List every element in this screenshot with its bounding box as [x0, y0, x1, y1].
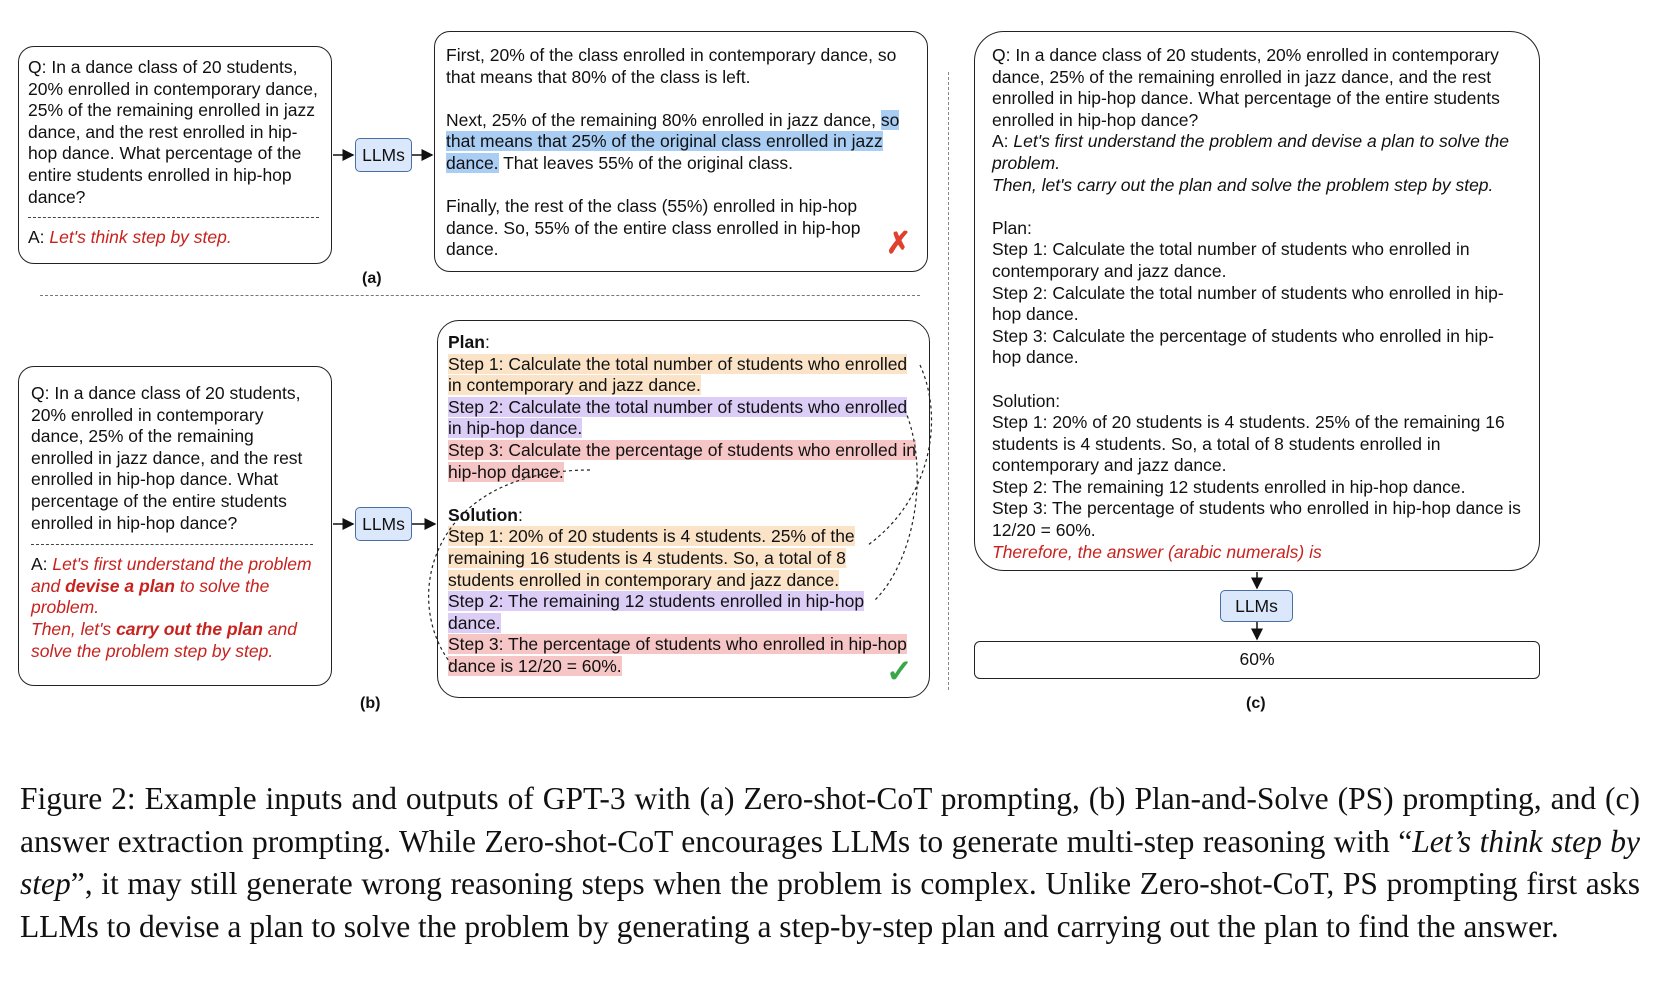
panel-b-llm-node: LLMs — [355, 507, 412, 541]
panel-b-solution-heading: Solution: — [448, 504, 523, 525]
caption-part-2: ”, it may still generate wrong reasoning steps when the problem is complex. Unlike Zero-shot-CoT, PS prompting first asks LLMs to devise a plan to solve the problem by generating a step-by-step plan and carrying out the plan to find the answer. — [20, 866, 1640, 944]
panel-c-input-box — [974, 31, 1540, 571]
panel-b-solution-step-1-text: Step 1: 20% of 20 students is 4 students. 25% of the remaining 16 students is 4 students. So, a total of 8 students enrolled in contemporary and jazz dance. — [448, 526, 855, 590]
panel-b-output-box — [437, 320, 930, 698]
checkmark-icon: ✓ — [886, 653, 913, 689]
panel-b-prompt-1c: to solve the problem. — [31, 575, 270, 618]
figure-caption — [20, 778, 1640, 948]
panel-a-input-box — [18, 46, 332, 264]
panel-b-prompt-2c: and solve the problem step by step. — [31, 618, 297, 661]
panel-b-question: Q: In a dance class of 20 students, 20% enrolled in contemporary dance, 25% of the remaining enrolled in jazz dance, and the rest enrolled in hip-hop dance. What percentage of the entire students enrolled in hip-hop dance? — [31, 383, 303, 533]
panel-b-label: (b) — [360, 695, 381, 712]
panel-a-label: (a) — [362, 270, 382, 287]
panel-b-answer-prefix: A: — [31, 554, 53, 575]
panel-b-answer — [31, 554, 321, 662]
panel-a-question: Q: In a dance class of 20 students, 20% enrolled in contemporary dance, 25% of the remaining enrolled in jazz dance, and the rest enrolled in hip-hop dance. What percentage of the entire students enrolled in hip-hop dance? — [28, 57, 318, 207]
panel-c-answer — [992, 131, 1532, 196]
panel-c-answer-prefix: A: — [992, 131, 1014, 152]
panel-b-plan-step-3 — [448, 440, 918, 483]
panel-a-answer-prefix: A: — [28, 227, 50, 248]
panel-b-plan-step-1 — [448, 354, 923, 397]
panel-c-plan-step-3: Step 3: Calculate the percentage of students who enrolled in hip-hop dance. — [992, 325, 1494, 368]
panel-c-question: Q: In a dance class of 20 students, 20% enrolled in contemporary dance, 25% of the remaining enrolled in jazz dance, and the rest enrolled in hip-hop dance. What percentage of the entire students enrolled in hip-hop dance? — [992, 45, 1500, 130]
panel-a-output-p2 — [446, 110, 917, 175]
panel-c-label: (c) — [1246, 695, 1266, 712]
panel-a-wrong-step-highlight: so that means that 25% of the original class enrolled in jazz dance. — [446, 109, 900, 173]
panel-c-plan-step-1: Step 1: Calculate the total number of students who enrolled in contemporary and jazz dance. — [992, 239, 1470, 281]
panel-b-plan-heading: Plan: — [448, 332, 490, 352]
panel-a-output-p2-end: That leaves 55% of the original class. — [498, 152, 793, 173]
panel-b-separator — [31, 544, 313, 545]
panel-b-prompt-devise-plan: devise a plan — [65, 575, 175, 596]
panel-b-plan-step-1-text: Step 1: Calculate the total number of students who enrolled in contemporary and jazz dance. — [448, 353, 908, 396]
panel-b-plan-step-3-text: Step 3: Calculate the percentage of students who enrolled in hip-hop dance. — [448, 439, 916, 482]
panel-b-solution-step-3 — [448, 634, 923, 677]
panel-c-llm-node: LLMs — [1220, 590, 1293, 622]
panel-c-plan-step-2: Step 2: Calculate the total number of students who enrolled in hip-hop dance. — [992, 282, 1504, 325]
panel-a-output-box — [434, 31, 928, 272]
panel-a-output-p3: Finally, the rest of the class (55%) enrolled in hip-hop dance. So, 55% of the entire class enrolled in hip-hop dance. — [446, 196, 861, 260]
panel-c-answer-box — [974, 641, 1540, 679]
panel-b-plan-heading-text: Plan — [448, 332, 485, 352]
panel-b-plan-step-2 — [448, 397, 923, 440]
panel-c-solution-step-2: Step 2: The remaining 12 students enrolled in hip-hop dance. — [992, 476, 1466, 497]
panel-a-answer — [28, 227, 323, 249]
panel-a-output-p1: First, 20% of the class enrolled in contemporary dance, so that means that 80% of the class is left. — [446, 45, 897, 87]
panel-b-prompt-2a: Then, let's — [31, 618, 117, 639]
panel-b-solution-heading-text: Solution — [448, 504, 518, 525]
panel-c-final-answer: 60% — [1239, 649, 1275, 669]
panel-c-prompt-1: Let's first understand the problem and devise a plan to solve the problem. — [992, 131, 1509, 173]
panel-c-extraction-prompt: Therefore, the answer (arabic numerals) is — [992, 541, 1322, 562]
panel-b-solution-step-3-text: Step 3: The percentage of students who enrolled in hip-hop dance is 12/20 = 60%. — [448, 634, 907, 676]
divider-a-b — [40, 295, 920, 296]
panel-a-output-p2-start: Next, 25% of the remaining 80% enrolled in jazz dance, — [446, 109, 881, 130]
cross-icon: ✗ — [886, 227, 912, 260]
panel-c-solution-step-3: Step 3: The percentage of students who enrolled in hip-hop dance is 12/20 = 60%. — [992, 498, 1521, 541]
panel-c-plan-heading: Plan: — [992, 217, 1032, 238]
panel-a-llm-node: LLMs — [355, 138, 412, 172]
panel-b-prompt-1a: Let's first understand the problem and — [31, 554, 312, 596]
panel-c-solution-heading: Solution: — [992, 390, 1061, 411]
divider-left-right — [948, 72, 949, 690]
panel-c-prompt-2: Then, let's carry out the plan and solve the problem step by step. — [992, 174, 1494, 195]
panel-c-solution-step-1: Step 1: 20% of 20 students is 4 students. 25% of the remaining 16 students is 4 students. So, a total of 8 students enrolled in contemporary and jazz dance. — [992, 412, 1505, 476]
panel-b-input-box — [18, 366, 332, 686]
panel-b-solution-step-2-text: Step 2: The remaining 12 students enrolled in hip-hop dance. — [448, 591, 865, 633]
panel-a-separator — [28, 217, 319, 218]
panel-b-solution-step-2 — [448, 591, 883, 634]
caption-italic-phrase: Let’s think step by step — [20, 823, 1640, 901]
panel-b-plan-step-2-text: Step 2: Calculate the total number of students who enrolled in hip-hop dance. — [448, 396, 908, 439]
panel-b-solution-step-1 — [448, 526, 873, 591]
panel-a-prompt: Let's think step by step. — [49, 227, 232, 248]
panel-b-prompt-carry-out: carry out the plan — [116, 618, 263, 639]
caption-part-1: Figure 2: Example inputs and outputs of GPT-3 with (a) Zero-shot-CoT prompting, (b) Plan-and-Solve (PS) prompting, and (c) answer extraction prompting. While Zero-shot-CoT encourages LLMs to generate multi-step reasoning with “ — [20, 781, 1640, 859]
